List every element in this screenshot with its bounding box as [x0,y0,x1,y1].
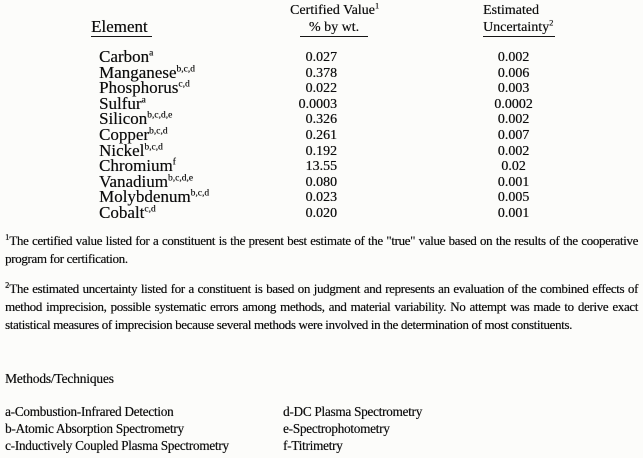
footnote-1-marker: 1 [5,231,10,242]
footnote-marker-1: 1 [374,0,380,11]
table-row [0,62,643,82]
uncertainty-label: Uncertainty [483,19,550,35]
uncertainty-value-cell: 0.001 [497,174,530,190]
element-name: Carbon [99,47,150,66]
footnote-marker: b,c,d,e [167,173,193,184]
footnote-marker-2: 2 [549,16,554,27]
table-row [0,140,643,160]
certified-value-cell: 0.0003 [298,96,337,112]
method-item-e: e-Spectrophotometry [283,421,390,437]
method-item-d: d-DC Plasma Spectrometry [283,404,423,419]
uncertainty-value-cell: 0.02 [501,159,526,175]
method-item-c: c-Inductively Coupled Plasma Spectrometry [5,438,229,454]
element-name: Phosphorus [99,78,179,98]
footnote-certified-value [5,232,638,268]
footnote-marker: b,c,d,e [147,110,173,121]
footnote-marker: b,c,d [149,126,168,137]
certified-value-cell: 0.080 [305,174,337,190]
uncertainty-header-text [483,16,555,38]
uncertainty-value-cell: 0.007 [497,127,530,143]
element-name: Manganese [99,62,177,82]
uncertainty-value-cell: 0.002 [497,112,530,128]
footnote-2-text: The estimated uncertainty listed for a constituent is based on judgment and represents an evaluation of the combined effects of method imprecision, possible systematic errors among methods, and material variability. No attempt was made to derive exact statistical measures of imprecision because several methods were involved in the determination of most constituents. [5,281,638,332]
uncertainty-value-cell: 0.002 [497,143,530,159]
element-name: Vanadium [99,171,168,191]
footnote-marker: a [149,48,154,59]
table-row [0,189,643,205]
table-row [0,80,643,96]
footnote-marker: b,c,d [190,188,210,199]
certified-value-cell: 0.261 [305,127,337,143]
element-name: Molybdenum [99,187,191,207]
uncertainty-value-cell: 0.001 [497,205,530,221]
footnote-estimated-uncertainty [5,280,638,334]
footnote-marker: a [141,95,146,106]
footnote-marker: c,d [178,79,190,90]
element-name: Nickel [99,140,145,160]
methods-list-left [5,403,229,455]
element-name-cell [99,202,156,222]
estimated-header-text: Estimated [483,3,539,18]
percent-by-wt-label: % by wt. [300,20,368,38]
methods-list-right [283,403,422,455]
certified-value-cell: 0.022 [305,81,337,97]
table-row [0,171,643,191]
table-row [0,111,643,127]
footnote-2-marker: 2 [5,279,10,290]
method-item-f: f-Titrimetry [283,438,343,454]
certified-value-cell: 0.326 [305,112,337,128]
certified-value-header-line2-wrap [290,19,378,38]
element-name: Silicon [99,109,148,129]
footnote-marker: b,c,d [144,141,163,152]
certified-value-header-line1 [290,0,380,19]
element-name: Sulfur [99,93,142,113]
footnote-marker: b,c,d [176,63,195,74]
table-row [0,202,643,222]
certified-value-cell: 0.023 [305,190,337,206]
method-item-a: a-Combustion-Infrared Detection [5,404,174,419]
uncertainty-value-cell: 0.005 [497,190,530,206]
method-item-b: b-Atomic Absorption Spectrometry [5,421,184,437]
element-name: Copper [99,124,150,144]
table-row [0,158,643,174]
uncertainty-value-cell: 0.002 [497,50,530,65]
column-header-estimated-uncertainty [483,3,555,37]
certified-value-header-text: Certified Value [290,3,375,18]
table-row [0,124,643,144]
column-header-element: Element [91,19,152,37]
column-header-certified-value [290,0,380,37]
element-name: Cobalt [99,202,145,222]
methods-techniques-heading: Methods/Techniques [5,371,114,386]
certified-value-cell: 0.192 [305,143,337,159]
footnote-1-text: The certified value listed for a constituent is the present best estimate of the "true" value based on the results of the cooperative program for certification. [5,233,638,266]
certified-values-table [0,49,643,221]
certified-value-cell: 0.020 [305,205,337,221]
certified-value-cell: 13.55 [305,159,337,175]
element-name: Chromium [99,156,173,176]
certified-value-cell: 0.378 [305,65,337,81]
table-row [0,93,643,113]
certified-value-cell: 0.027 [305,50,337,65]
footnote-marker: f [172,157,176,168]
uncertainty-header-line2-wrap [483,16,555,38]
uncertainty-value-cell: 0.0002 [494,96,533,112]
uncertainty-value-cell: 0.003 [497,81,530,97]
uncertainty-value-cell: 0.006 [497,65,530,81]
table-row [0,49,643,65]
footnote-marker: c,d [144,204,156,215]
